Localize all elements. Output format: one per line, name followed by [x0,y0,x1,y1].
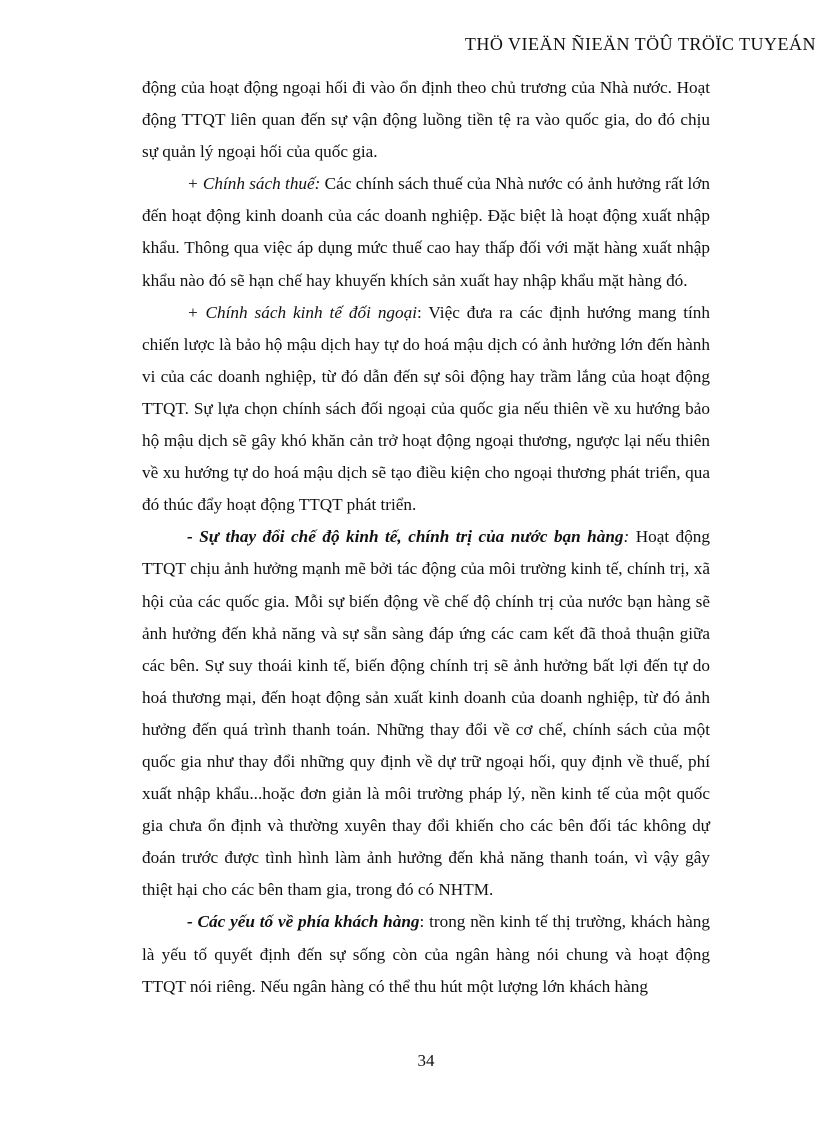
paragraph-tax-policy [142,168,710,296]
paragraph-label: - Sự thay đổi chế độ kinh tế, chính trị của nước bạn hàng [187,527,624,547]
paragraph-text: động của hoạt động ngoại hối đi vào ổn định theo chủ trương của Nhà nước. Hoạt động TTQT liên quan đến sự vận động luồng tiền tệ ra vào quốc gia, do đó chịu sự quản lý ngoại hối của quốc gia. [142,78,710,162]
paragraph-customer-factors [142,906,710,1002]
paragraph-text: Hoạt động TTQT chịu ảnh hưởng mạnh mẽ bởi tác động của môi trường kinh tế, chính trị, xã hội của các quốc gia. Mỗi sự biến động về chế độ chính trị của nước bạn hàng sẽ ảnh hưởng đến khả năng và sự sẵn sàng đáp ứng các cam kết đã thoả thuận giữa các bên. Sự suy thoái kinh tế, biến động chính trị sẽ ảnh hưởng bất lợi đến tự do hoá thương mại, đến hoạt động sản xuất kinh doanh của doanh nghiệp, từ đó ảnh hưởng đến quá trình thanh toán. Những thay đổi về cơ chế, chính sách của một quốc gia như thay đổi những quy định về dự trữ ngoại hối, quy định về thuế, phí xuất nhập khẩu...hoặc đơn giản là môi trường pháp lý, nền kinh tế của một quốc gia chưa ổn định và thường xuyên thay đổi khiến cho các bên đối tác không dự đoán trước được tình hình làm ảnh hưởng đến khả năng thanh toán, vì vậy gây thiệt hại cho các bên tham gia, trong đó có NHTM. [142,527,710,900]
paragraph-text: Các chính sách thuế của Nhà nước có ảnh hưởng rất lớn đến hoạt động kinh doanh của các doanh nghiệp. Đặc biệt là hoạt động xuất nhập khẩu. Thông qua việc áp dụng mức thuế cao hay thấp đối với mặt hàng xuất nhập khẩu nào đó sẽ hạn chế hay khuyến khích sản xuất hay nhập khẩu mặt hàng đó. [142,174,710,290]
page-header: THÖ VIEÄN ÑIEÄN TÖÛ TRÖÏC TUYEÁN [464,34,816,54]
paragraph-foreign-policy [142,297,710,522]
document-body [142,72,710,1003]
paragraph-text: : Việc đưa ra các định hướng mang tính chiến lược là bảo hộ mậu dịch hay tự do hoá mậu dịch có ảnh hưởng lớn đến hành vi của các doanh nghiệp, từ đó dẫn đến sự sôi động hay trầm lắng của hoạt động TTQT. Sự lựa chọn chính sách đối ngoại của quốc gia nếu thiên về xu hướng bảo hộ mậu dịch sẽ gây khó khăn cản trở hoạt động ngoại thương, ngược lại nếu thiên về xu hướng tự do hoá mậu dịch sẽ tạo điều kiện cho ngoại thương phát triển, qua đó thúc đẩy hoạt động TTQT phát triển. [142,302,710,515]
page-number: 34 [417,1051,435,1070]
paragraph-text: : trong nền kinh tế thị trường, khách hàng là yếu tố quyết định đến sự sống còn của ngân hàng nói chung và hoạt động TTQT nói riêng. Nếu ngân hàng có thể thu hút một lượng lớn khách hàng [142,912,710,996]
paragraph-label-tail: : [623,527,630,547]
paragraph-foreign-exchange [142,72,710,168]
paragraph-partner-regime [142,521,710,906]
paragraph-label: - Các yếu tố về phía khách hàng [187,912,420,932]
paragraph-label: + Chính sách thuế: [187,174,321,194]
paragraph-label: + Chính sách kinh tế đối ngoại [187,302,417,322]
